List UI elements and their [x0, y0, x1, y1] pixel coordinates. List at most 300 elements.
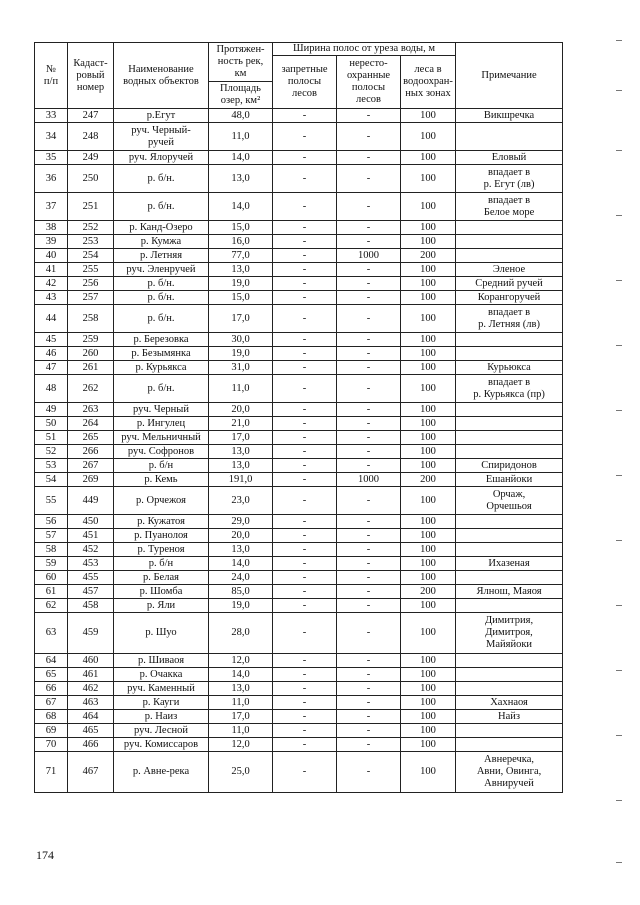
row-num: 44 — [35, 305, 68, 333]
row-length: 17,0 — [209, 431, 273, 445]
table-row — [35, 109, 563, 123]
row-cadastral: 464 — [68, 710, 114, 724]
row-num: 60 — [35, 571, 68, 585]
row-water-protection: 100 — [401, 305, 456, 333]
row-name: руч. Черный — [114, 403, 209, 417]
row-spawning: - — [337, 543, 401, 557]
row-spawning: - — [337, 557, 401, 571]
row-water-protection: 100 — [401, 654, 456, 668]
row-forbidden: - — [273, 263, 337, 277]
row-name: р. Курьякса — [114, 361, 209, 375]
row-note — [456, 347, 563, 361]
row-name: р. б/н. — [114, 193, 209, 221]
row-forbidden: - — [273, 557, 337, 571]
row-water-protection: 100 — [401, 724, 456, 738]
row-note: Ешанйоки — [456, 473, 563, 487]
row-cadastral: 259 — [68, 333, 114, 347]
row-num: 51 — [35, 431, 68, 445]
row-cadastral: 451 — [68, 529, 114, 543]
row-length: 15,0 — [209, 291, 273, 305]
row-forbidden: - — [273, 249, 337, 263]
table-row — [35, 473, 563, 487]
table-row — [35, 710, 563, 724]
row-forbidden: - — [273, 333, 337, 347]
row-name: р. б/н — [114, 557, 209, 571]
row-forbidden: - — [273, 585, 337, 599]
row-name: р. Кумжа — [114, 235, 209, 249]
row-spawning: - — [337, 221, 401, 235]
row-water-protection: 100 — [401, 515, 456, 529]
row-note — [456, 654, 563, 668]
row-length: 15,0 — [209, 221, 273, 235]
row-spawning: - — [337, 361, 401, 375]
row-water-protection: 100 — [401, 263, 456, 277]
row-note: Средний ручей — [456, 277, 563, 291]
row-note — [456, 445, 563, 459]
row-spawning: - — [337, 529, 401, 543]
row-name: руч. Ялоручей — [114, 151, 209, 165]
row-note: Еловый — [456, 151, 563, 165]
row-water-protection: 100 — [401, 417, 456, 431]
row-length: 48,0 — [209, 109, 273, 123]
table-row — [35, 529, 563, 543]
row-note — [456, 221, 563, 235]
water-objects-table — [34, 42, 563, 793]
table-row — [35, 668, 563, 682]
row-water-protection: 100 — [401, 668, 456, 682]
row-note: Викшречка — [456, 109, 563, 123]
row-water-protection: 100 — [401, 445, 456, 459]
row-water-protection: 100 — [401, 235, 456, 249]
row-num: 66 — [35, 682, 68, 696]
row-cadastral: 249 — [68, 151, 114, 165]
table-row — [35, 403, 563, 417]
row-note: Авнеречка, Авни, Овинга, Авниручей — [456, 752, 563, 793]
row-num: 48 — [35, 375, 68, 403]
row-num: 34 — [35, 123, 68, 151]
row-note: Курьюкса — [456, 361, 563, 375]
row-name: р. Канд-Озеро — [114, 221, 209, 235]
table-row — [35, 613, 563, 654]
table-row — [35, 221, 563, 235]
row-length: 13,0 — [209, 682, 273, 696]
row-note — [456, 571, 563, 585]
row-forbidden: - — [273, 599, 337, 613]
row-num: 46 — [35, 347, 68, 361]
row-note: Орчаж, Орчешьоя — [456, 487, 563, 515]
row-water-protection: 100 — [401, 557, 456, 571]
row-note: впадает в р. Егут (лв) — [456, 165, 563, 193]
row-num: 50 — [35, 417, 68, 431]
row-name: р. Авне-река — [114, 752, 209, 793]
row-forbidden: - — [273, 696, 337, 710]
row-note — [456, 543, 563, 557]
row-num: 57 — [35, 529, 68, 543]
row-water-protection: 100 — [401, 333, 456, 347]
row-cadastral: 462 — [68, 682, 114, 696]
row-note: Спиридонов — [456, 459, 563, 473]
row-spawning: 1000 — [337, 249, 401, 263]
row-water-protection: 100 — [401, 123, 456, 151]
header-cadastral: Кадаст- ровый номер — [68, 43, 114, 109]
row-length: 25,0 — [209, 752, 273, 793]
row-note — [456, 668, 563, 682]
row-cadastral: 457 — [68, 585, 114, 599]
table-row — [35, 515, 563, 529]
table-row — [35, 738, 563, 752]
row-spawning: - — [337, 752, 401, 793]
row-water-protection: 100 — [401, 347, 456, 361]
row-cadastral: 247 — [68, 109, 114, 123]
row-water-protection: 100 — [401, 529, 456, 543]
table-row — [35, 752, 563, 793]
row-spawning: - — [337, 696, 401, 710]
row-name: р. б/н — [114, 459, 209, 473]
row-spawning: 1000 — [337, 473, 401, 487]
row-water-protection: 100 — [401, 543, 456, 557]
row-spawning: - — [337, 431, 401, 445]
row-cadastral: 458 — [68, 599, 114, 613]
row-cadastral: 455 — [68, 571, 114, 585]
row-name: р. б/н. — [114, 165, 209, 193]
row-cadastral: 452 — [68, 543, 114, 557]
row-name: р. Кужатоя — [114, 515, 209, 529]
row-water-protection: 100 — [401, 193, 456, 221]
row-name: р. Шуо — [114, 613, 209, 654]
row-spawning: - — [337, 403, 401, 417]
row-spawning: - — [337, 123, 401, 151]
row-water-protection: 200 — [401, 473, 456, 487]
row-length: 20,0 — [209, 529, 273, 543]
row-length: 14,0 — [209, 151, 273, 165]
row-num: 52 — [35, 445, 68, 459]
row-num: 68 — [35, 710, 68, 724]
table-row — [35, 235, 563, 249]
row-cadastral: 461 — [68, 668, 114, 682]
table-row — [35, 123, 563, 151]
row-cadastral: 265 — [68, 431, 114, 445]
row-spawning: - — [337, 305, 401, 333]
row-name: руч. Мельничный — [114, 431, 209, 445]
row-spawning: - — [337, 710, 401, 724]
row-name: р. Белая — [114, 571, 209, 585]
row-name: р. Туреноя — [114, 543, 209, 557]
row-name: руч. Лесной — [114, 724, 209, 738]
row-num: 45 — [35, 333, 68, 347]
row-water-protection: 100 — [401, 696, 456, 710]
row-cadastral: 248 — [68, 123, 114, 151]
table-row — [35, 291, 563, 305]
table-row — [35, 277, 563, 291]
row-forbidden: - — [273, 431, 337, 445]
row-cadastral: 252 — [68, 221, 114, 235]
row-length: 24,0 — [209, 571, 273, 585]
row-length: 13,0 — [209, 263, 273, 277]
row-water-protection: 100 — [401, 682, 456, 696]
row-name: р. Безымянка — [114, 347, 209, 361]
table-row — [35, 305, 563, 333]
row-forbidden: - — [273, 752, 337, 793]
row-length: 31,0 — [209, 361, 273, 375]
table-row — [35, 543, 563, 557]
row-note — [456, 403, 563, 417]
row-length: 12,0 — [209, 738, 273, 752]
row-note — [456, 599, 563, 613]
row-note — [456, 333, 563, 347]
row-cadastral: 460 — [68, 654, 114, 668]
row-length: 13,0 — [209, 445, 273, 459]
row-length: 17,0 — [209, 305, 273, 333]
row-forbidden: - — [273, 487, 337, 515]
row-length: 28,0 — [209, 613, 273, 654]
row-cadastral: 453 — [68, 557, 114, 571]
row-cadastral: 261 — [68, 361, 114, 375]
table-row — [35, 249, 563, 263]
row-cadastral: 260 — [68, 347, 114, 361]
row-length: 11,0 — [209, 123, 273, 151]
row-spawning: - — [337, 193, 401, 221]
header-length: Протяжен- ность рек, км — [209, 43, 273, 82]
row-cadastral: 258 — [68, 305, 114, 333]
row-length: 21,0 — [209, 417, 273, 431]
row-spawning: - — [337, 515, 401, 529]
row-length: 20,0 — [209, 403, 273, 417]
row-spawning: - — [337, 333, 401, 347]
row-num: 49 — [35, 403, 68, 417]
row-spawning: - — [337, 585, 401, 599]
header-name: Наименование водных объектов — [114, 43, 209, 109]
row-water-protection: 100 — [401, 221, 456, 235]
table-row — [35, 431, 563, 445]
row-water-protection: 100 — [401, 710, 456, 724]
row-length: 11,0 — [209, 375, 273, 403]
row-note: впадает в Белое море — [456, 193, 563, 221]
row-num: 59 — [35, 557, 68, 571]
row-num: 33 — [35, 109, 68, 123]
row-cadastral: 250 — [68, 165, 114, 193]
row-cadastral: 465 — [68, 724, 114, 738]
row-length: 16,0 — [209, 235, 273, 249]
row-forbidden: - — [273, 375, 337, 403]
row-spawning: - — [337, 277, 401, 291]
row-water-protection: 200 — [401, 585, 456, 599]
row-forbidden: - — [273, 291, 337, 305]
row-length: 14,0 — [209, 668, 273, 682]
table-row — [35, 459, 563, 473]
row-spawning: - — [337, 291, 401, 305]
row-note: впадает в р. Курьякса (пр) — [456, 375, 563, 403]
row-spawning: - — [337, 375, 401, 403]
row-name: р. Березовка — [114, 333, 209, 347]
row-name: р. Пуанолоя — [114, 529, 209, 543]
row-cadastral: 251 — [68, 193, 114, 221]
row-forbidden: - — [273, 571, 337, 585]
row-note: Найз — [456, 710, 563, 724]
row-water-protection: 100 — [401, 613, 456, 654]
row-note — [456, 515, 563, 529]
row-spawning: - — [337, 235, 401, 249]
row-water-protection: 100 — [401, 599, 456, 613]
table-row — [35, 333, 563, 347]
row-spawning: - — [337, 109, 401, 123]
page-number: 174 — [36, 848, 54, 862]
row-length: 19,0 — [209, 347, 273, 361]
row-forbidden: - — [273, 459, 337, 473]
row-num: 38 — [35, 221, 68, 235]
row-num: 64 — [35, 654, 68, 668]
row-water-protection: 100 — [401, 752, 456, 793]
row-water-protection: 100 — [401, 277, 456, 291]
table-row — [35, 599, 563, 613]
row-cadastral: 257 — [68, 291, 114, 305]
row-note: Ялнош, Маяоя — [456, 585, 563, 599]
row-num: 56 — [35, 515, 68, 529]
row-water-protection: 100 — [401, 738, 456, 752]
table-row — [35, 263, 563, 277]
row-forbidden: - — [273, 403, 337, 417]
row-length: 77,0 — [209, 249, 273, 263]
row-num: 47 — [35, 361, 68, 375]
row-note — [456, 417, 563, 431]
table-row — [35, 487, 563, 515]
row-water-protection: 100 — [401, 291, 456, 305]
header-area: Площадь озер, км² — [209, 82, 273, 109]
row-cadastral: 267 — [68, 459, 114, 473]
row-cadastral: 266 — [68, 445, 114, 459]
row-num: 41 — [35, 263, 68, 277]
row-num: 58 — [35, 543, 68, 557]
row-forbidden: - — [273, 724, 337, 738]
row-note: Эленое — [456, 263, 563, 277]
row-name: р. Наиз — [114, 710, 209, 724]
row-forbidden: - — [273, 347, 337, 361]
row-spawning: - — [337, 599, 401, 613]
row-note: Димитрия, Димитроя, Майяйоки — [456, 613, 563, 654]
table-row — [35, 165, 563, 193]
table-header — [35, 43, 563, 109]
row-length: 13,0 — [209, 543, 273, 557]
row-length: 29,0 — [209, 515, 273, 529]
row-spawning: - — [337, 459, 401, 473]
row-length: 17,0 — [209, 710, 273, 724]
row-name: р. б/н. — [114, 375, 209, 403]
document-page — [34, 42, 562, 793]
row-spawning: - — [337, 571, 401, 585]
row-spawning: - — [337, 445, 401, 459]
row-forbidden: - — [273, 654, 337, 668]
row-forbidden: - — [273, 165, 337, 193]
row-name: руч. Эленручей — [114, 263, 209, 277]
row-name: р. Яли — [114, 599, 209, 613]
row-spawning: - — [337, 654, 401, 668]
row-note: Корангоручей — [456, 291, 563, 305]
row-num: 70 — [35, 738, 68, 752]
row-water-protection: 100 — [401, 375, 456, 403]
table-row — [35, 557, 563, 571]
row-num: 71 — [35, 752, 68, 793]
row-spawning: - — [337, 668, 401, 682]
row-cadastral: 255 — [68, 263, 114, 277]
row-length: 191,0 — [209, 473, 273, 487]
row-spawning: - — [337, 487, 401, 515]
row-cadastral: 262 — [68, 375, 114, 403]
row-spawning: - — [337, 263, 401, 277]
row-forbidden: - — [273, 543, 337, 557]
row-num: 65 — [35, 668, 68, 682]
row-length: 85,0 — [209, 585, 273, 599]
row-num: 67 — [35, 696, 68, 710]
row-name: руч. Комиссаров — [114, 738, 209, 752]
table-row — [35, 585, 563, 599]
row-forbidden: - — [273, 235, 337, 249]
row-water-protection: 100 — [401, 403, 456, 417]
row-spawning: - — [337, 165, 401, 193]
row-num: 40 — [35, 249, 68, 263]
header-num: № п/п — [35, 43, 68, 109]
table-row — [35, 347, 563, 361]
row-water-protection: 100 — [401, 165, 456, 193]
row-forbidden: - — [273, 529, 337, 543]
row-forbidden: - — [273, 445, 337, 459]
row-name: руч. Софронов — [114, 445, 209, 459]
table-row — [35, 151, 563, 165]
table-row — [35, 361, 563, 375]
row-cadastral: 450 — [68, 515, 114, 529]
row-forbidden: - — [273, 109, 337, 123]
row-num: 37 — [35, 193, 68, 221]
header-water-protection: леса в водоохран- ных зонах — [401, 56, 456, 109]
row-water-protection: 100 — [401, 109, 456, 123]
row-cadastral: 254 — [68, 249, 114, 263]
row-water-protection: 100 — [401, 361, 456, 375]
row-name: руч. Черный- ручей — [114, 123, 209, 151]
row-forbidden: - — [273, 668, 337, 682]
row-spawning: - — [337, 347, 401, 361]
row-name: р. Очакка — [114, 668, 209, 682]
row-name: р. б/н. — [114, 291, 209, 305]
row-num: 61 — [35, 585, 68, 599]
row-forbidden: - — [273, 193, 337, 221]
row-name: р. Кемь — [114, 473, 209, 487]
row-length: 19,0 — [209, 277, 273, 291]
table-row — [35, 696, 563, 710]
row-num: 39 — [35, 235, 68, 249]
table-row — [35, 571, 563, 585]
row-note — [456, 682, 563, 696]
row-name: р. Шиваоя — [114, 654, 209, 668]
row-forbidden: - — [273, 710, 337, 724]
row-forbidden: - — [273, 221, 337, 235]
row-num: 36 — [35, 165, 68, 193]
row-note — [456, 529, 563, 543]
row-forbidden: - — [273, 682, 337, 696]
row-num: 43 — [35, 291, 68, 305]
row-name: руч. Каменный — [114, 682, 209, 696]
row-cadastral: 269 — [68, 473, 114, 487]
row-note — [456, 738, 563, 752]
row-note — [456, 431, 563, 445]
row-water-protection: 100 — [401, 571, 456, 585]
row-forbidden: - — [273, 361, 337, 375]
row-name: р. Ингулец — [114, 417, 209, 431]
row-num: 54 — [35, 473, 68, 487]
row-forbidden: - — [273, 417, 337, 431]
row-name: р.Егут — [114, 109, 209, 123]
row-cadastral: 459 — [68, 613, 114, 654]
row-num: 69 — [35, 724, 68, 738]
row-forbidden: - — [273, 123, 337, 151]
row-water-protection: 100 — [401, 487, 456, 515]
